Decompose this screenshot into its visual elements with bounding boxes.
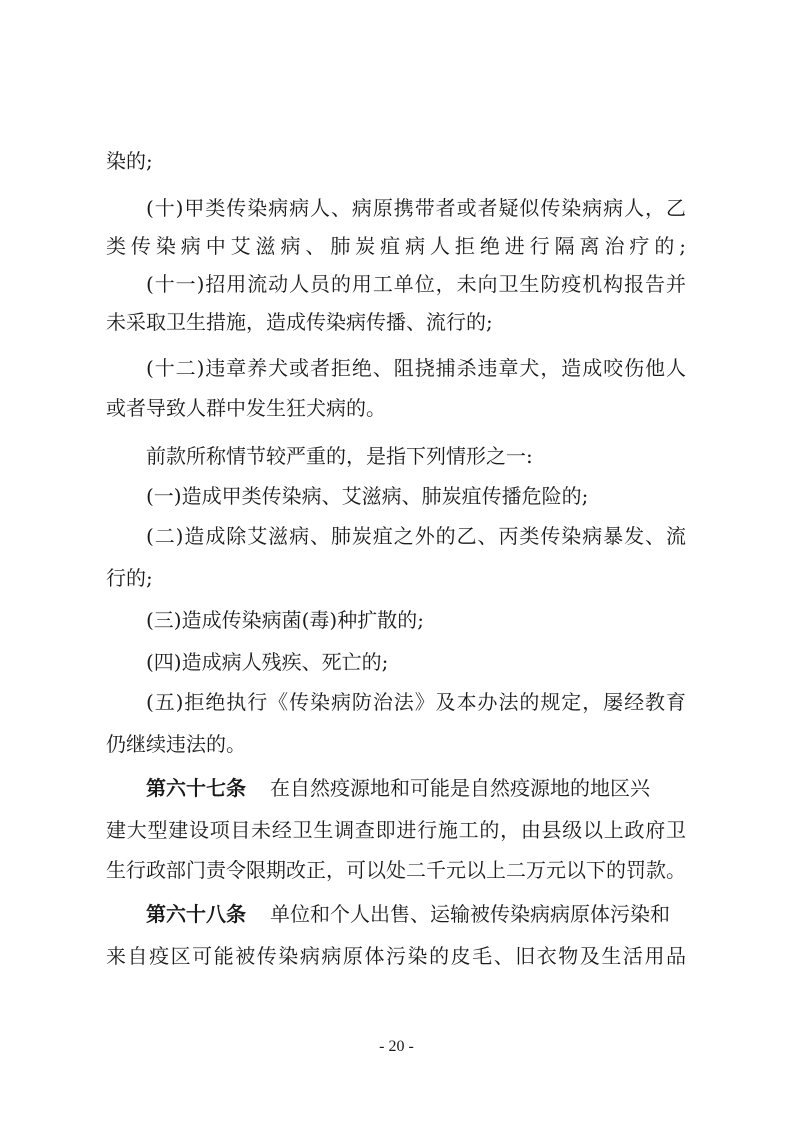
article-67-text: 在自然疫源地和可能是自然疫源地的地区兴 <box>270 776 650 800</box>
page-number: - 20 - <box>379 1038 414 1055</box>
article-68-first-line <box>146 902 686 926</box>
text-line: (三)造成传染病菌(毒)种扩散的; <box>146 608 424 632</box>
text-line: (一)造成甲类传染病、艾滋病、肺炭疽传播危险的; <box>146 484 589 508</box>
article-67-first-line <box>146 776 686 800</box>
text-line: 或者导致人群中发生狂犬病的。 <box>106 396 386 420</box>
text-line: (二)造成除艾滋病、肺炭疽之外的乙、丙类传染病暴发、流 <box>146 524 686 548</box>
text-line: (五)拒绝执行《传染病防治法》及本办法的规定，屡经教育 <box>146 690 686 714</box>
text-line: 建大型建设项目未经卫生调查即进行施工的，由县级以上政府卫 <box>106 818 686 842</box>
article-68-text: 单位和个人出售、运输被传染病病原体污染和 <box>270 902 670 926</box>
text-line: 来自疫区可能被传染病病原体污染的皮毛、旧衣物及生活用品 <box>106 944 686 968</box>
article-67-heading: 第六十七条 <box>146 776 246 800</box>
text-line: 行的; <box>106 566 153 590</box>
text-line: 生行政部门责令限期改正，可以处二千元以上二万元以下的罚款。 <box>106 858 686 882</box>
text-line: 前款所称情节较严重的，是指下列情形之一: <box>146 444 533 468</box>
text-line: 染的; <box>106 149 153 173</box>
text-line: 未采取卫生措施，造成传染病传播、流行的; <box>106 310 493 334</box>
text-line: (十)甲类传染病病人、病原携带者或者疑似传染病病人，乙 <box>146 196 686 220</box>
text-line: (四)造成病人残疾、死亡的; <box>146 650 389 674</box>
text-line: 仍继续违法的。 <box>106 732 246 756</box>
text-line: 类传染病中艾滋病、肺炭疽病人拒绝进行隔离治疗的; <box>106 234 686 258</box>
article-68-heading: 第六十八条 <box>146 902 246 926</box>
text-line: (十一)招用流动人员的用工单位，未向卫生防疫机构报告并 <box>146 272 686 296</box>
text-line: (十二)违章养犬或者拒绝、阻挠捕杀违章犬，造成咬伤他人 <box>146 356 686 380</box>
